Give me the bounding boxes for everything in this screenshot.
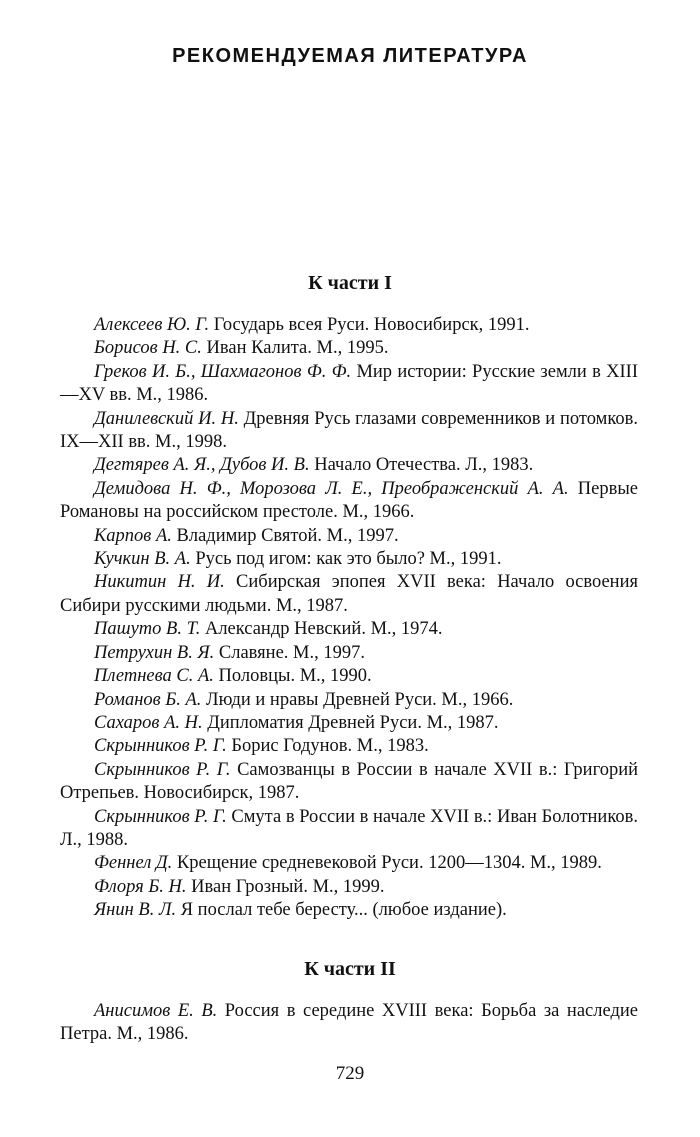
reference-text: Я послал тебе бересту... (любое издание). — [176, 900, 507, 921]
reference-author: Феннел Д. — [94, 853, 173, 874]
reference-author: Дегтярев А. Я., Дубов И. В. — [94, 455, 310, 476]
reference-text: Древняя Русь глазами современников и потомков. IX—XII вв. М., 1998. — [60, 408, 638, 453]
reference-entry — [60, 478, 638, 525]
reference-author: Никитин Н. И. — [94, 572, 225, 593]
reference-author: Борисов Н. С. — [94, 338, 202, 359]
reference-entry — [60, 876, 638, 899]
reference-text: Иван Грозный. М., 1999. — [186, 876, 385, 897]
reference-text: Крещение средневековой Руси. 1200—1304. М., 1989. — [172, 853, 602, 874]
reference-author: Алексеев Ю. Г. — [94, 315, 210, 335]
reference-text: Половцы. М., 1990. — [213, 666, 372, 687]
reference-text: Иван Калита. М., 1995. — [201, 338, 389, 359]
reference-entry — [60, 454, 638, 477]
reference-author: Флоря Б. Н. — [94, 876, 187, 897]
reference-entry — [60, 618, 638, 641]
reference-author: Скрынников Р. Г. — [94, 736, 227, 757]
reference-text: Смута в России в начале XVII в.: Иван Болотников. Л., 1988. — [60, 806, 638, 850]
reference-entry — [60, 1000, 638, 1047]
reference-author: Скрынников Р. Г. — [94, 759, 231, 780]
reference-text: Сибирская эпопея XVII века: Начало освоения Сибири русскими людьми. М., 1987. — [60, 572, 638, 616]
reference-entry — [60, 314, 638, 337]
reference-text: Люди и нравы Древней Руси. М., 1966. — [201, 689, 514, 710]
reference-author: Петрухин В. Я. — [94, 642, 215, 663]
page-number: 729 — [335, 1063, 365, 1084]
reference-text: Александр Невский. М., 1974. — [200, 619, 443, 640]
reference-author: Данилевский И. Н. — [94, 408, 239, 429]
reference-author: Плетнева С. А. — [94, 666, 214, 687]
reference-entry — [60, 899, 638, 922]
reference-text: Владимир Святой. М., 1997. — [171, 525, 399, 546]
reference-entry — [60, 665, 638, 688]
reference-entry — [60, 642, 638, 665]
reference-text: Начало Отечества. Л., 1983. — [309, 455, 534, 476]
reference-author: Романов Б. А. — [94, 689, 202, 710]
reference-entry — [60, 571, 638, 618]
reference-text: Государь всея Руси. Новосибирск, 1991. — [209, 315, 530, 335]
reference-text: Русь под игом: как это было? М., 1991. — [190, 549, 502, 570]
reference-author: Сахаров А. Н. — [94, 712, 203, 733]
reference-author: Анисимов Е. В. — [94, 1001, 218, 1021]
section-heading-part-2: К части II — [304, 958, 396, 980]
reference-entry — [60, 759, 638, 806]
reference-author: Демидова Н. Ф., Морозова Л. Е., Преображенский А. А. — [94, 478, 569, 499]
reference-author: Карпов А. — [94, 525, 172, 546]
reference-text: Мир истории: Русские земли в XIII—XV вв. М., 1986. — [60, 361, 638, 406]
page-title: РЕКОМЕНДУЕМАЯ ЛИТЕРАТУРА — [172, 45, 528, 67]
reference-author: Пашуто В. Т. — [94, 619, 201, 640]
reference-text: Славяне. М., 1997. — [214, 642, 365, 663]
reference-entry — [60, 689, 638, 712]
reference-list-part-2 — [60, 1000, 638, 1047]
reference-entry — [60, 735, 638, 758]
reference-entry — [60, 525, 638, 548]
section-heading-part-1: К части I — [308, 272, 392, 294]
reference-entry — [60, 852, 638, 875]
reference-list-part-1 — [60, 314, 638, 923]
reference-entry — [60, 712, 638, 735]
reference-author: Кучкин В. А. — [94, 549, 191, 570]
reference-text: Борис Годунов. М., 1983. — [226, 736, 429, 757]
reference-entry — [60, 337, 638, 360]
reference-text: Самозванцы в России в начале XVII в.: Григорий Отрепьев. Новосибирск, 1987. — [60, 759, 638, 804]
reference-author: Греков И. Б., Шахмагонов Ф. Ф. — [94, 361, 352, 382]
reference-text: Первые Романовы на российском престоле. М., 1966. — [60, 478, 638, 523]
reference-author: Скрынников Р. Г. — [94, 806, 227, 827]
reference-text: Россия в середине XVIII века: Борьба за наследие Петра. М., 1986. — [60, 1001, 638, 1045]
reference-author: Янин В. Л. — [94, 900, 177, 921]
reference-entry — [60, 361, 638, 408]
reference-text: Дипломатия Древней Руси. М., 1987. — [202, 712, 499, 733]
reference-entry — [60, 548, 638, 571]
reference-entry — [60, 408, 638, 455]
reference-entry — [60, 806, 638, 853]
